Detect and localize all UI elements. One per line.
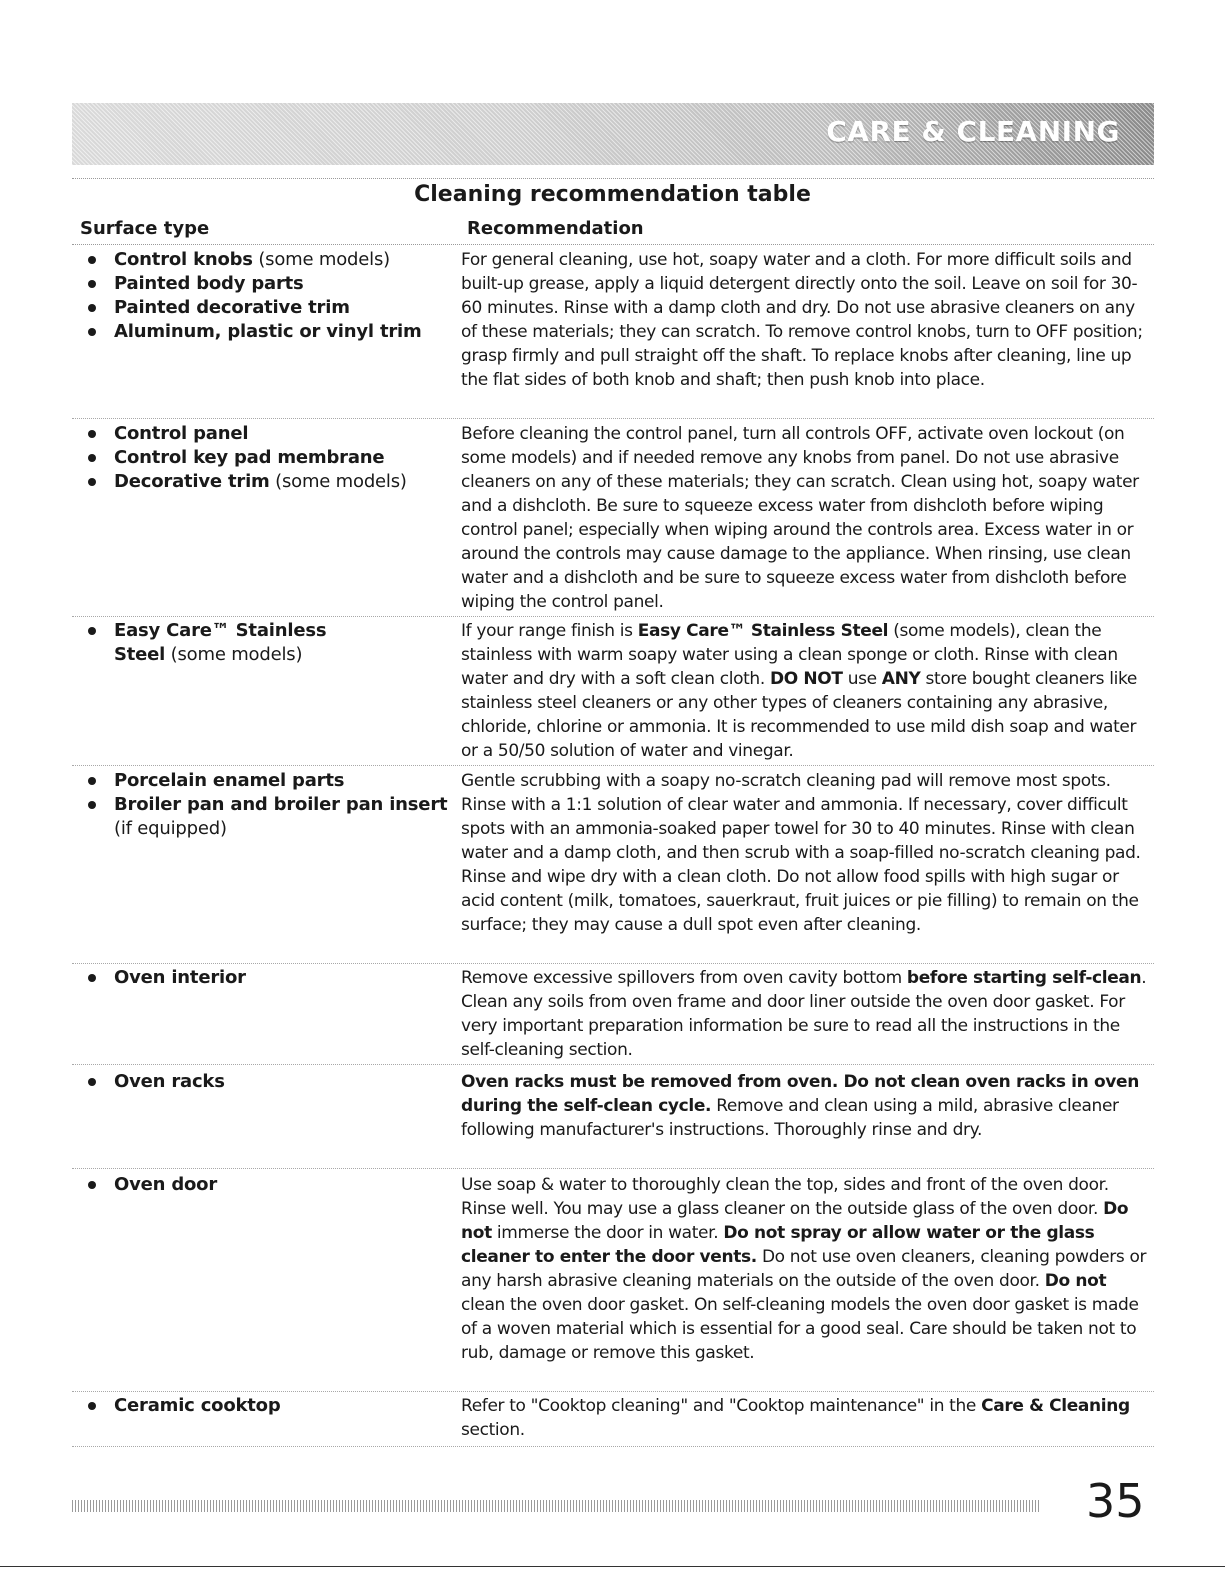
recommendation-emphasis: DO NOT <box>769 669 843 689</box>
surface-type-item <box>80 793 450 817</box>
surface-type-item <box>80 272 450 296</box>
table-row <box>72 619 1154 766</box>
surface-type-list <box>80 1070 450 1094</box>
surface-type-note: (some models) <box>165 644 303 665</box>
recommendation-text <box>461 1070 1151 1142</box>
recommendation-segment: Before cleaning the control panel, turn all controls OFF, activate oven lockout (on some models) and if needed remove any knobs from panel. Do not use abrasive cleaners on any of these materials; they can scratch. Clean using hot, soapy water and a dishcloth. Be sure to squeeze excess water from dishcloth before wiping control panel; especially when wiping around the controls area. Excess water in or around the controls may cause damage to the appliance. When rinsing, use clean water and a dishcloth and be sure to squeeze excess water from dishcloth before wiping the control panel. <box>461 424 1139 612</box>
surface-type-name: Oven interior <box>114 967 246 988</box>
surface-type-item <box>80 817 450 841</box>
surface-type-name: Oven racks <box>114 1071 225 1092</box>
table-row <box>72 422 1154 617</box>
recommendation-text <box>461 1394 1151 1442</box>
recommendation-emphasis: Do not <box>1044 1271 1107 1291</box>
recommendation-segment: Use soap & water to thoroughly clean the top, sides and front of the oven door. Rinse well. You may use a glass cleaner on the outside glass of the oven door. <box>461 1175 1109 1219</box>
recommendation-segment: Gentle scrubbing with a soapy no-scratch cleaning pad will remove most spots. Rinse with a 1:1 solution of clear water and ammonia. If necessary, cover difficult spots with an ammonia-soaked paper towel for 30 to 40 minutes. Rinse with clean water and a damp cloth, and then scrub with a soap-filled no-scratch cleaning pad. Rinse and wipe dry with a clean cloth. Do not allow food spills with high sugar or acid content (milk, tomatoes, sauerkraut, fruit juices or pie filling) to remain on the surface; they may cause a dull spot even after cleaning. <box>461 771 1141 935</box>
recommendation-segment: section. <box>461 1420 525 1440</box>
surface-type-list <box>80 966 450 990</box>
surface-type-list <box>80 1173 450 1197</box>
section-title: CARE & CLEANING <box>826 115 1120 148</box>
surface-type-name: Control panel <box>114 423 249 444</box>
recommendation-text <box>461 1173 1151 1365</box>
recommendation-emphasis: before starting self-clean <box>906 968 1142 988</box>
recommendation-segment: immerse the door in water. <box>491 1223 724 1243</box>
surface-type-list <box>80 769 450 841</box>
surface-type-item <box>80 470 450 494</box>
column-header-surface-type: Surface type <box>80 218 210 239</box>
surface-type-name: Ceramic cooktop <box>114 1395 281 1416</box>
column-header-recommendation: Recommendation <box>467 218 644 239</box>
surface-type-name: Control knobs <box>114 249 253 270</box>
recommendation-text <box>461 248 1151 392</box>
divider <box>0 1566 1225 1567</box>
divider <box>72 178 1154 179</box>
surface-type-name: Porcelain enamel parts <box>114 770 345 791</box>
surface-type-item <box>80 1070 450 1094</box>
recommendation-emphasis: Do not spray or allow water or the glass cleaner to enter the door vents. <box>461 1223 1095 1267</box>
recommendation-emphasis: Oven racks must be removed from oven. Do not clean oven racks in oven during the self-clean cycle. <box>461 1072 1139 1116</box>
recommendation-segment: Remove excessive spillovers from oven cavity bottom <box>461 968 907 988</box>
recommendation-text <box>461 966 1151 1062</box>
surface-type-list <box>80 619 450 667</box>
surface-type-item <box>80 422 450 446</box>
surface-type-note: (some models) <box>252 249 390 270</box>
surface-type-list <box>80 422 450 494</box>
surface-type-item <box>80 446 450 470</box>
surface-type-item <box>80 1394 450 1418</box>
divider <box>72 244 1154 245</box>
recommendation-segment: For general cleaning, use hot, soapy water and a cloth. For more difficult soils and built-up grease, apply a liquid detergent directly onto the soil. Leave on soil for 30-60 minutes. Rinse with a damp cloth and dry. Do not use abrasive cleaners on any of these materials; they can scratch. To remove control knobs, turn to OFF position; grasp firmly and pull straight off the shaft. To replace knobs after cleaning, line up the flat sides of both knob and shaft; then push knob into place. <box>461 250 1143 390</box>
surface-type-list <box>80 248 450 344</box>
surface-type-name: Painted decorative trim <box>114 297 350 318</box>
surface-type-item <box>80 619 450 643</box>
recommendation-segment: clean the oven door gasket. On self-cleaning models the oven door gasket is made of a woven material which is essential for a good seal. Care should be taken not to rub, damage or remove this gasket. <box>461 1295 1139 1363</box>
surface-type-name: Steel <box>114 644 166 665</box>
recommendation-segment: Refer to "Cooktop cleaning" and "Cooktop maintenance" in the <box>461 1396 982 1416</box>
section-header-band <box>72 103 1154 165</box>
recommendation-emphasis: Care & Cleaning <box>981 1396 1130 1416</box>
table-row <box>72 966 1154 1065</box>
table-row <box>72 1070 1154 1169</box>
surface-type-note: (if equipped) <box>114 818 227 839</box>
surface-type-item <box>80 1173 450 1197</box>
recommendation-segment: Remove and clean using a mild, abrasive cleaner following manufacturer's instructions. Thoroughly rinse and dry. <box>461 1096 1119 1140</box>
recommendation-emphasis: Do not <box>461 1199 1129 1243</box>
surface-type-name: Decorative trim <box>114 471 270 492</box>
surface-type-name: Easy Care™ Stainless <box>114 620 327 641</box>
surface-type-item <box>80 296 450 320</box>
recommendation-emphasis: ANY <box>881 669 921 689</box>
recommendation-text <box>461 769 1151 937</box>
surface-type-list <box>80 1394 450 1418</box>
table-title: Cleaning recommendation table <box>414 182 811 207</box>
recommendation-emphasis: Easy Care™ Stainless Steel <box>637 621 889 641</box>
surface-type-name: Oven door <box>114 1174 218 1195</box>
table-row <box>72 1394 1154 1447</box>
surface-type-item <box>80 966 450 990</box>
surface-type-name: Control key pad membrane <box>114 447 385 468</box>
surface-type-item <box>80 248 450 272</box>
recommendation-segment: use <box>842 669 882 689</box>
recommendation-text <box>461 422 1151 614</box>
table-row <box>72 1173 1154 1392</box>
recommendation-segment: . Clean any soils from oven frame and door liner outside the oven door gasket. For very important preparation information be sure to read all the instructions in the self-cleaning section. <box>461 968 1147 1060</box>
table-row <box>72 769 1154 964</box>
surface-type-note: (some models) <box>269 471 407 492</box>
surface-type-name: Painted body parts <box>114 273 304 294</box>
recommendation-segment: If your range finish is <box>461 621 638 641</box>
footer-band <box>72 1500 1040 1512</box>
page-number: 35 <box>1086 1474 1145 1528</box>
surface-type-item <box>80 643 450 667</box>
table-row <box>72 248 1154 419</box>
surface-type-name: Aluminum, plastic or vinyl trim <box>114 321 422 342</box>
recommendation-segment: Do not use oven cleaners, cleaning powders or any harsh abrasive cleaning materials on the outside of the oven door. <box>461 1247 1147 1291</box>
surface-type-item <box>80 320 450 344</box>
surface-type-item <box>80 769 450 793</box>
recommendation-segment: (some models), clean the stainless with warm soapy water using a clean sponge or cloth. Rinse with clean water and dry with a soft clean cloth. <box>461 621 1118 689</box>
recommendation-text <box>461 619 1151 763</box>
surface-type-name: Broiler pan and broiler pan insert <box>114 794 448 815</box>
recommendation-segment: store bought cleaners like stainless steel cleaners or any other types of cleaners containing any abrasive, chloride, chlorine or ammonia. It is recommended to use mild dish soap and water or a 50/50 solution of water and vinegar. <box>461 669 1137 761</box>
